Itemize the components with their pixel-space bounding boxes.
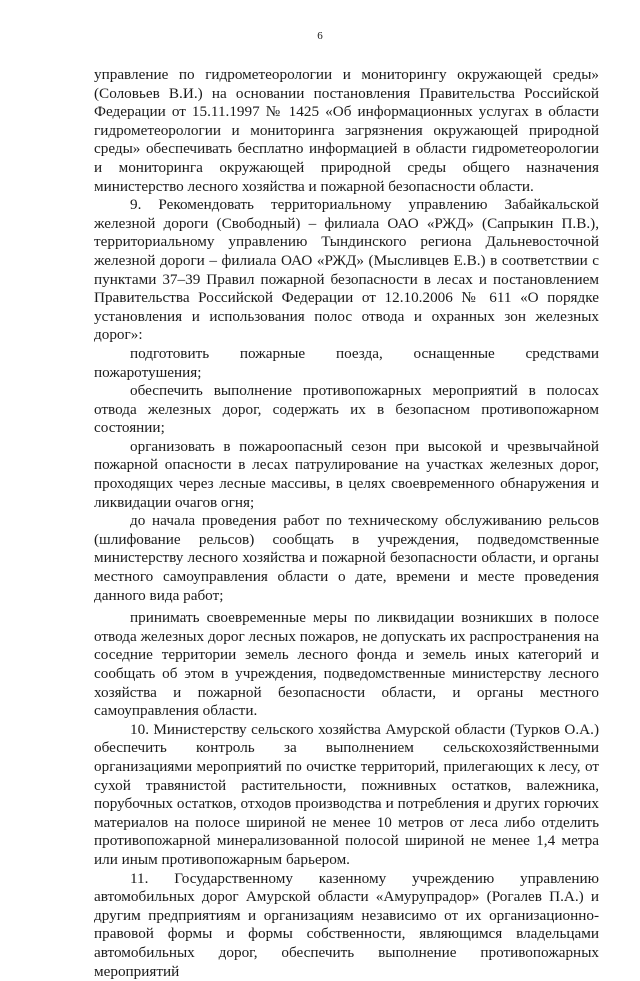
document-body <box>94 66 599 981</box>
paragraph-patrol: организовать в пожароопасный сезон при высокой и чрезвычайной пожарной опасности в лесах патрулирование на участках железных дорог, проходящих через лесные массивы, в целях своевременного обнаружения и ликвидации очагов огня; <box>94 437 599 511</box>
paragraph-fire-liquidation: принимать своевременные меры по ликвидации возникших в полосе отвода железных дорог лесных пожаров, не допускать их распространения на соседние территории земель лесного фонда и земель иных категорий и сообщать об этом в учреждения, подведомственные министерству лесного хозяйства и пожарной безопасности области, и органы местного самоуправления области. <box>94 609 599 720</box>
paragraph-item-9: 9. Рекомендовать территориальному управлению Забайкальской железной дороги (Свободный) – филиала ОАО «РЖД» (Сапрыкин П.В.), территориальному управлению Тындинского региона Дальневосточной железной дороги – филиала ОАО «РЖД» (Мысливцев Е.В.) в соответствии с пунктами 37–39 Правил пожарной безопасности в лесах и постановлением Правительства Российской Федерации от 12.10.2006 № 611 «О порядке установления и использования полос отвода и охранных зон железных дорог»: <box>94 196 599 344</box>
paragraph-continuation: управление по гидрометеорологии и мониторингу окружающей среды» (Соловьев В.И.) на основании постановления Правительства Российской Федерации от 15.11.1997 № 1425 «Об информационных услугах в области гидрометеорологии и мониторинга загрязнения окружающей природной среды» обеспечивать бесплатно информацией в области гидрометеорологии и мониторинга окружающей природной среды общего назначения министерство лесного хозяйства и пожарной безопасности области. <box>94 66 599 195</box>
paragraph-item-11: 11. Государственному казенному учреждению управлению автомобильных дорог Амурской области «Амурупрадор» (Рогалев П.А.) и другим предприятиям и организациям независимо от их организационно-правовой формы и формы собственности, являющимся владельцами автомобильных дорог, обеспечить выполнение противопожарных мероприятий <box>94 869 599 980</box>
page-number: 6 <box>317 30 323 42</box>
paragraph-fire-trains: подготовить пожарные поезда, оснащенные средствами пожаротушения; <box>94 344 599 381</box>
paragraph-right-of-way: обеспечить выполнение противопожарных мероприятий в полосах отвода железных дорог, содержать их в безопасном противопожарном состоянии; <box>94 382 599 437</box>
paragraph-rail-grinding: до начала проведения работ по техническому обслуживанию рельсов (шлифование рельсов) сообщать в учреждения, подведомственные министерству лесного хозяйства и пожарной безопасности области, и органы местного самоуправления области о дате, времени и месте проведения данного вида работ; <box>94 512 599 604</box>
paragraph-item-10: 10. Министерству сельского хозяйства Амурской области (Турков О.А.) обеспечить контроль за выполнением сельскохозяйственными организациями мероприятий по очистке территорий, прилегающих к лесу, от сухой травянистой растительности, пожнивных остатков, валежника, порубочных остатков, отходов производства и потребления и других горючих материалов на полосе шириной не менее 10 метров от леса либо отделить противопожарной минерализованной полосой шириной не менее 1,4 метра или иным противопожарным барьером. <box>94 720 599 868</box>
